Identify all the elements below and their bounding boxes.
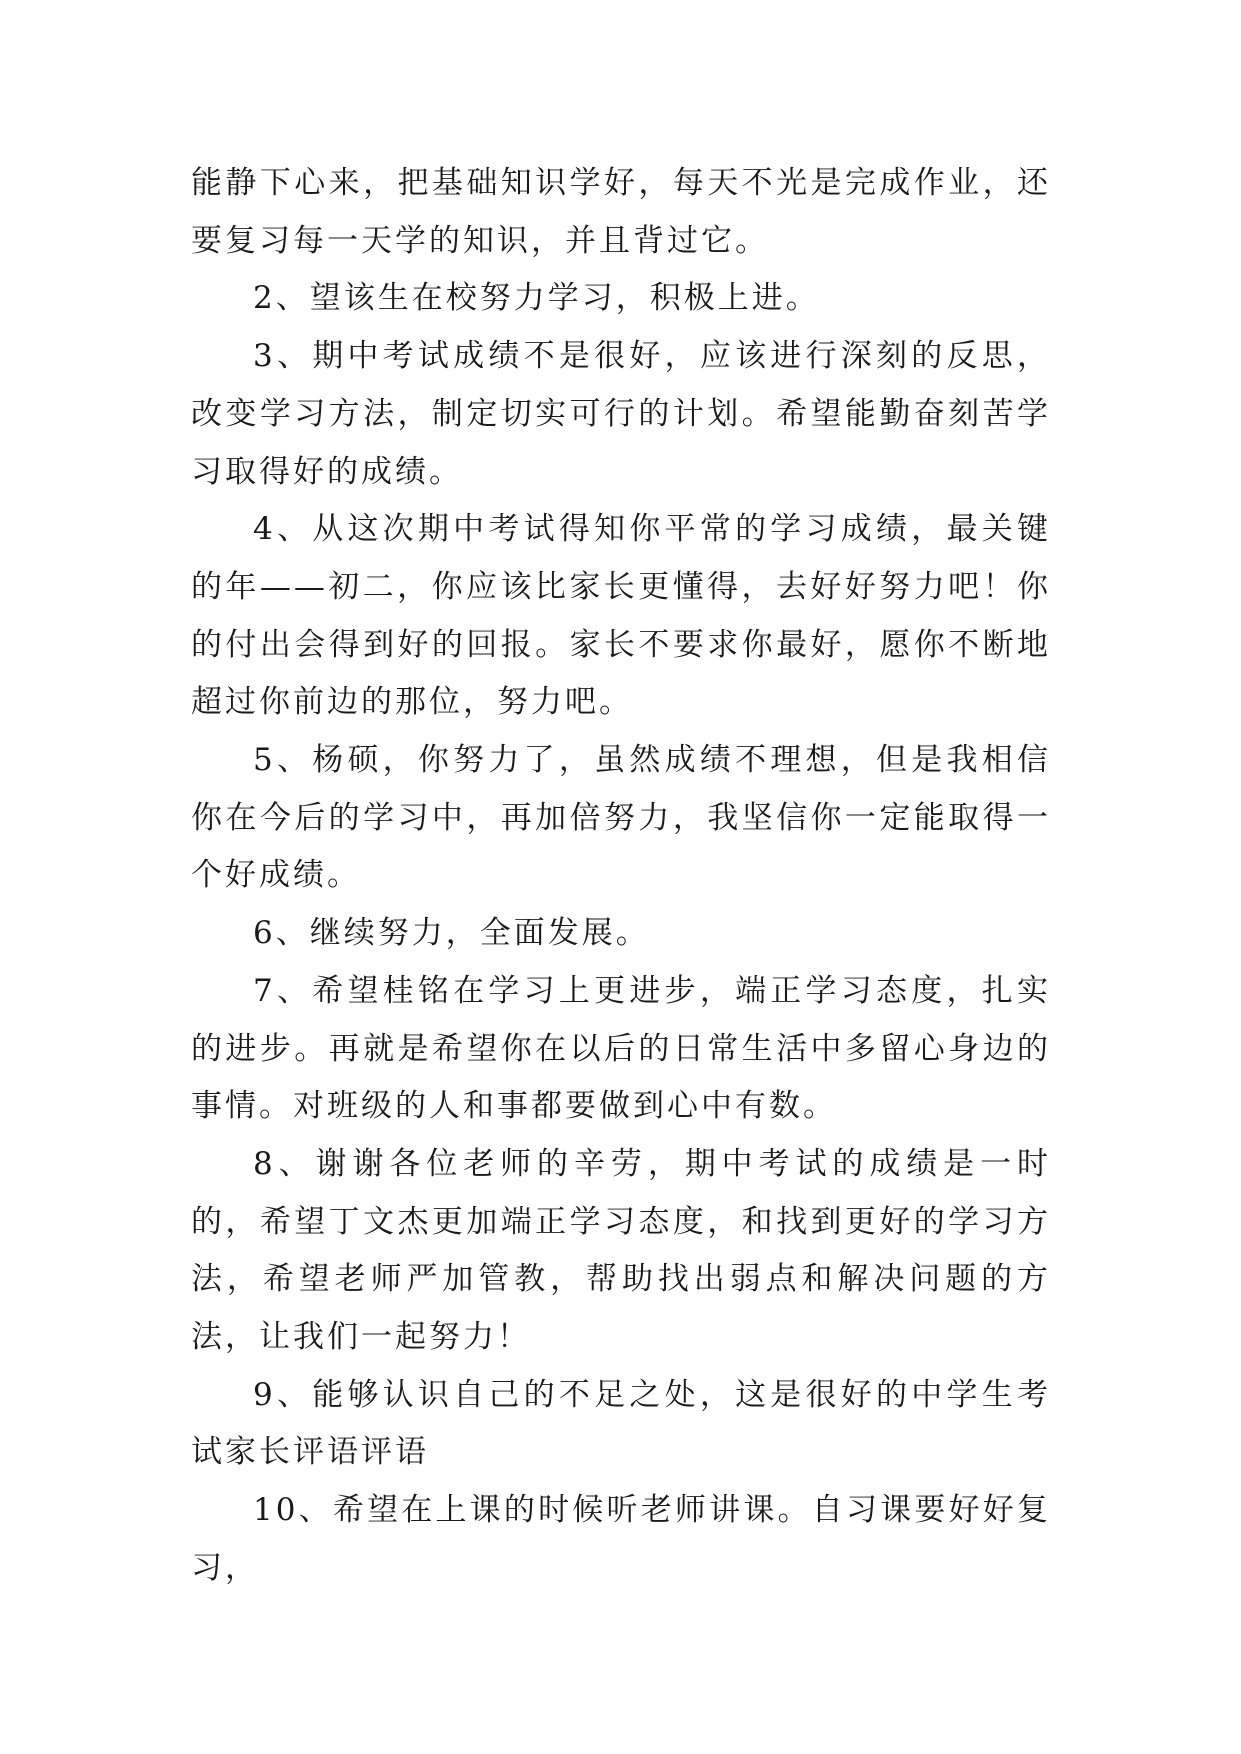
paragraph-item-4: 4、从这次期中考试得知你平常的学习成绩，最关键的年——初二，你应该比家长更懂得，去好好努力吧！你的付出会得到好的回报。家长不要求你最好，愿你不断地超过你前边的那位，努力吧。 — [191, 511, 1051, 721]
paragraph-item-2: 2、望该生在校努力学习，积极上进。 — [253, 280, 820, 317]
paragraph-item-7: 7、希望桂铭在学习上更进步，端正学习态度，扎实的进步。再就是希望你在以后的日常生活中多留心身边的事情。对班级的人和事都要做到心中有数。 — [191, 972, 1051, 1125]
paragraph-item-3: 3、期中考试成绩不是很好，应该进行深刻的反思，改变学习方法，制定切实可行的计划。希望能勤奋刻苦学习取得好的成绩。 — [191, 338, 1051, 490]
paragraph-item-8: 8、谢谢各位老师的辛劳，期中考试的成绩是一时的，希望丁文杰更加端正学习态度，和找到更好的学习方法，希望老师严加管教，帮助找出弱点和解决问题的方法，让我们一起努力！ — [191, 1145, 1051, 1356]
paragraph-continuation: 能静下心来，把基础知识学好，每天不光是完成作业，还要复习每一天学的知识，并且背过它。 — [191, 165, 1051, 259]
paragraph-item-10: 10、希望在上课的时候听老师讲课。自习课要好好复习， — [191, 1492, 1051, 1586]
paragraph-item-5: 5、杨硕，你努力了，虽然成绩不理想，但是我相信你在今后的学习中，再加倍努力，我坚信你一定能取得一个好成绩。 — [191, 742, 1051, 894]
paragraph-item-9: 9、能够认识自己的不足之处，这是很好的中学生考试家长评语评语 — [191, 1376, 1051, 1471]
document-body — [191, 155, 1051, 1598]
paragraph-item-6: 6、继续努力，全面发展。 — [253, 915, 650, 952]
